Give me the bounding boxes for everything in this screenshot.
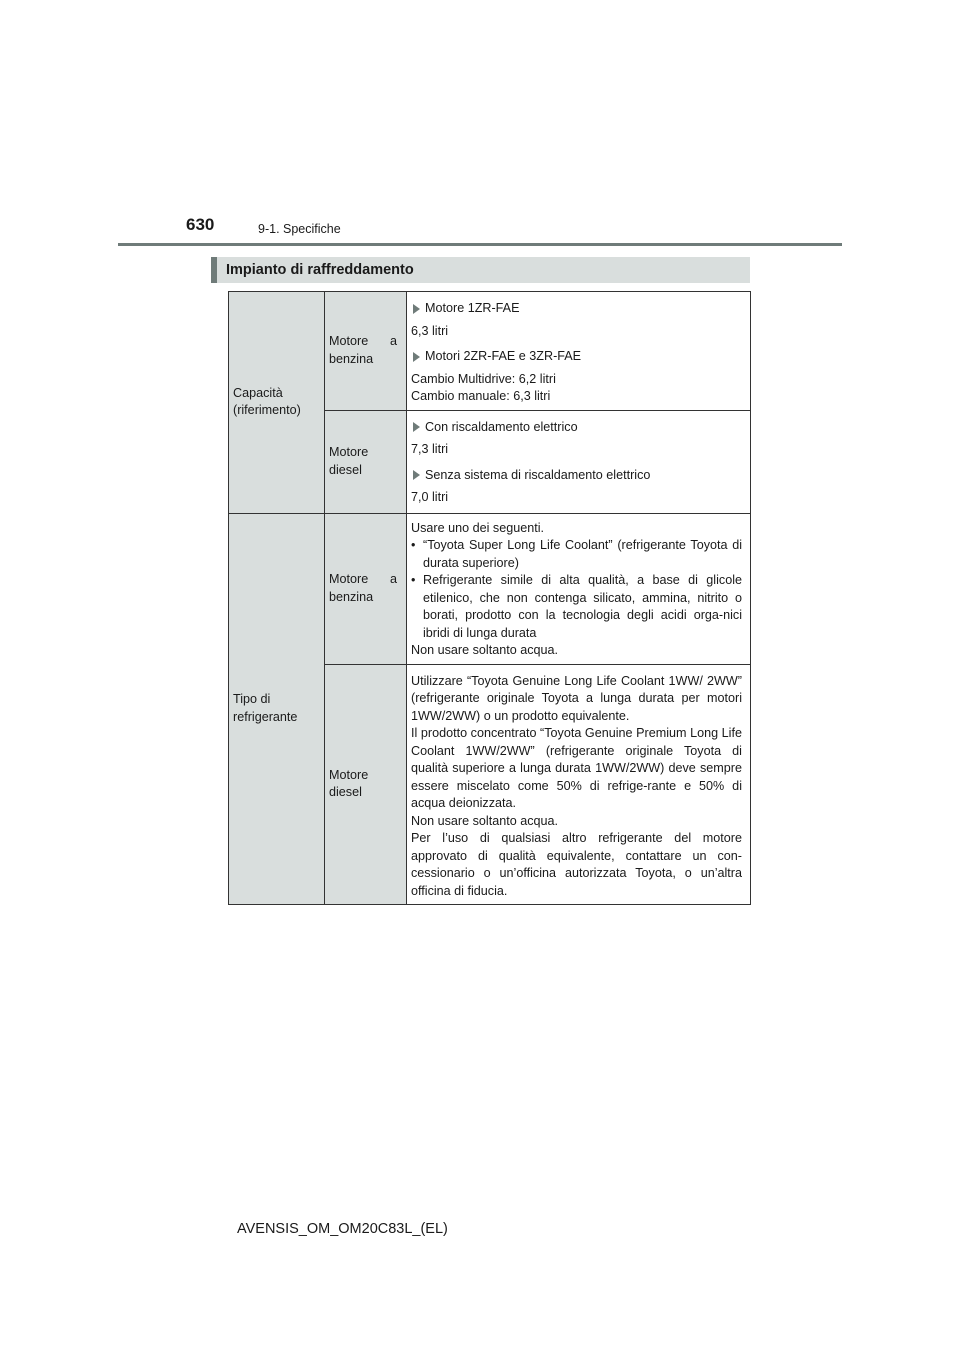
coolant-diesel-values [407, 664, 751, 905]
item-value: 7,3 litri [411, 442, 449, 456]
sub-label: Motore diesel [329, 445, 369, 477]
table-row [229, 292, 751, 411]
footer-code: AVENSIS_OM_OM20C83L_(EL) [237, 1221, 448, 1237]
capacity-diesel-label [325, 410, 407, 513]
table-row [229, 513, 751, 664]
sub-label: Motore a benzina [329, 334, 397, 366]
list-item [411, 572, 742, 642]
capacity-petrol-values [407, 292, 751, 411]
paragraph: Il prodotto concentrato “Toyota Genuine Premium Long Life Coolant 1WW/2WW” (refrigerante originale Toyota di qualità superiore a lunga durata 1WW/2WW) deve sempre essere miscelato come 50% di refrige-rante e 50% di acqua deionizzata. [411, 726, 742, 810]
sub-label: Motore diesel [329, 767, 369, 800]
list-item [411, 467, 742, 485]
item-value: Cambio manuale: 6,3 litri [411, 389, 551, 403]
item-value: 6,3 litri [411, 323, 449, 338]
arrow-icon [413, 304, 420, 314]
spec-table [228, 291, 751, 905]
arrow-icon [413, 470, 420, 480]
list-item [411, 419, 742, 437]
item-title: Motore 1ZR-FAE [425, 301, 520, 315]
list-item [411, 537, 742, 572]
paragraph: Utilizzare “Toyota Genuine Long Life Coolant 1WW/ 2WW” (refrigerante originale Toyota a lunga durata per motori 1WW/2WW) o un prodotto equivalente. [411, 673, 742, 723]
arrow-icon [413, 352, 420, 362]
coolant-petrol-values [407, 513, 751, 664]
header-rule [118, 243, 842, 246]
item-value: Cambio Multidrive: 6,2 litri [411, 371, 556, 386]
capacity-petrol-label [325, 292, 407, 411]
coolant-petrol-label [325, 513, 407, 664]
sub-label: Motore a benzina [329, 572, 397, 604]
section-heading [211, 257, 750, 283]
paragraph: Per l’uso di qualsiasi altro refrigerante del motore approvato di qualità equivalente, contattare un con-cessionario o un’officina autorizzata Toyota, o un’altra officina di fiducia. [411, 831, 742, 898]
item-title: Con riscaldamento elettrico [425, 419, 578, 434]
list-item [411, 300, 742, 318]
section-label: 9-1. Specifiche [258, 222, 341, 236]
coolant-label: Tipo di refrigerante [229, 513, 325, 905]
intro-text: Usare uno dei seguenti. [411, 520, 545, 535]
section-heading-text: Impianto di raffreddamento [226, 262, 414, 278]
paragraph: Non usare soltanto acqua. [411, 813, 559, 828]
list-item [411, 348, 742, 366]
item-value: 7,0 litri [411, 490, 449, 504]
note-text: Non usare soltanto acqua. [411, 643, 559, 657]
bullet-icon: • [411, 538, 416, 552]
heading-bar [211, 257, 217, 283]
bullet-icon: • [411, 573, 416, 587]
coolant-diesel-label [325, 664, 407, 905]
capacity-label: Capacità (riferimento) [229, 292, 325, 514]
item-title: Motori 2ZR-FAE e 3ZR-FAE [425, 349, 582, 363]
bullet-text: “Toyota Super Long Life Coolant” (refrigerante Toyota di durata superiore) [423, 538, 742, 570]
arrow-icon [413, 422, 420, 432]
item-title: Senza sistema di riscaldamento elettrico [425, 467, 651, 482]
capacity-diesel-values [407, 410, 751, 513]
page-number: 630 [186, 215, 215, 234]
bullet-text: Refrigerante simile di alta qualità, a base di glicole etilenico, che non contenga silicato, ammina, nitrito o borati, prodotto con la tecnologia degli acidi orga-nici ibridi di lunga durata [423, 573, 742, 640]
